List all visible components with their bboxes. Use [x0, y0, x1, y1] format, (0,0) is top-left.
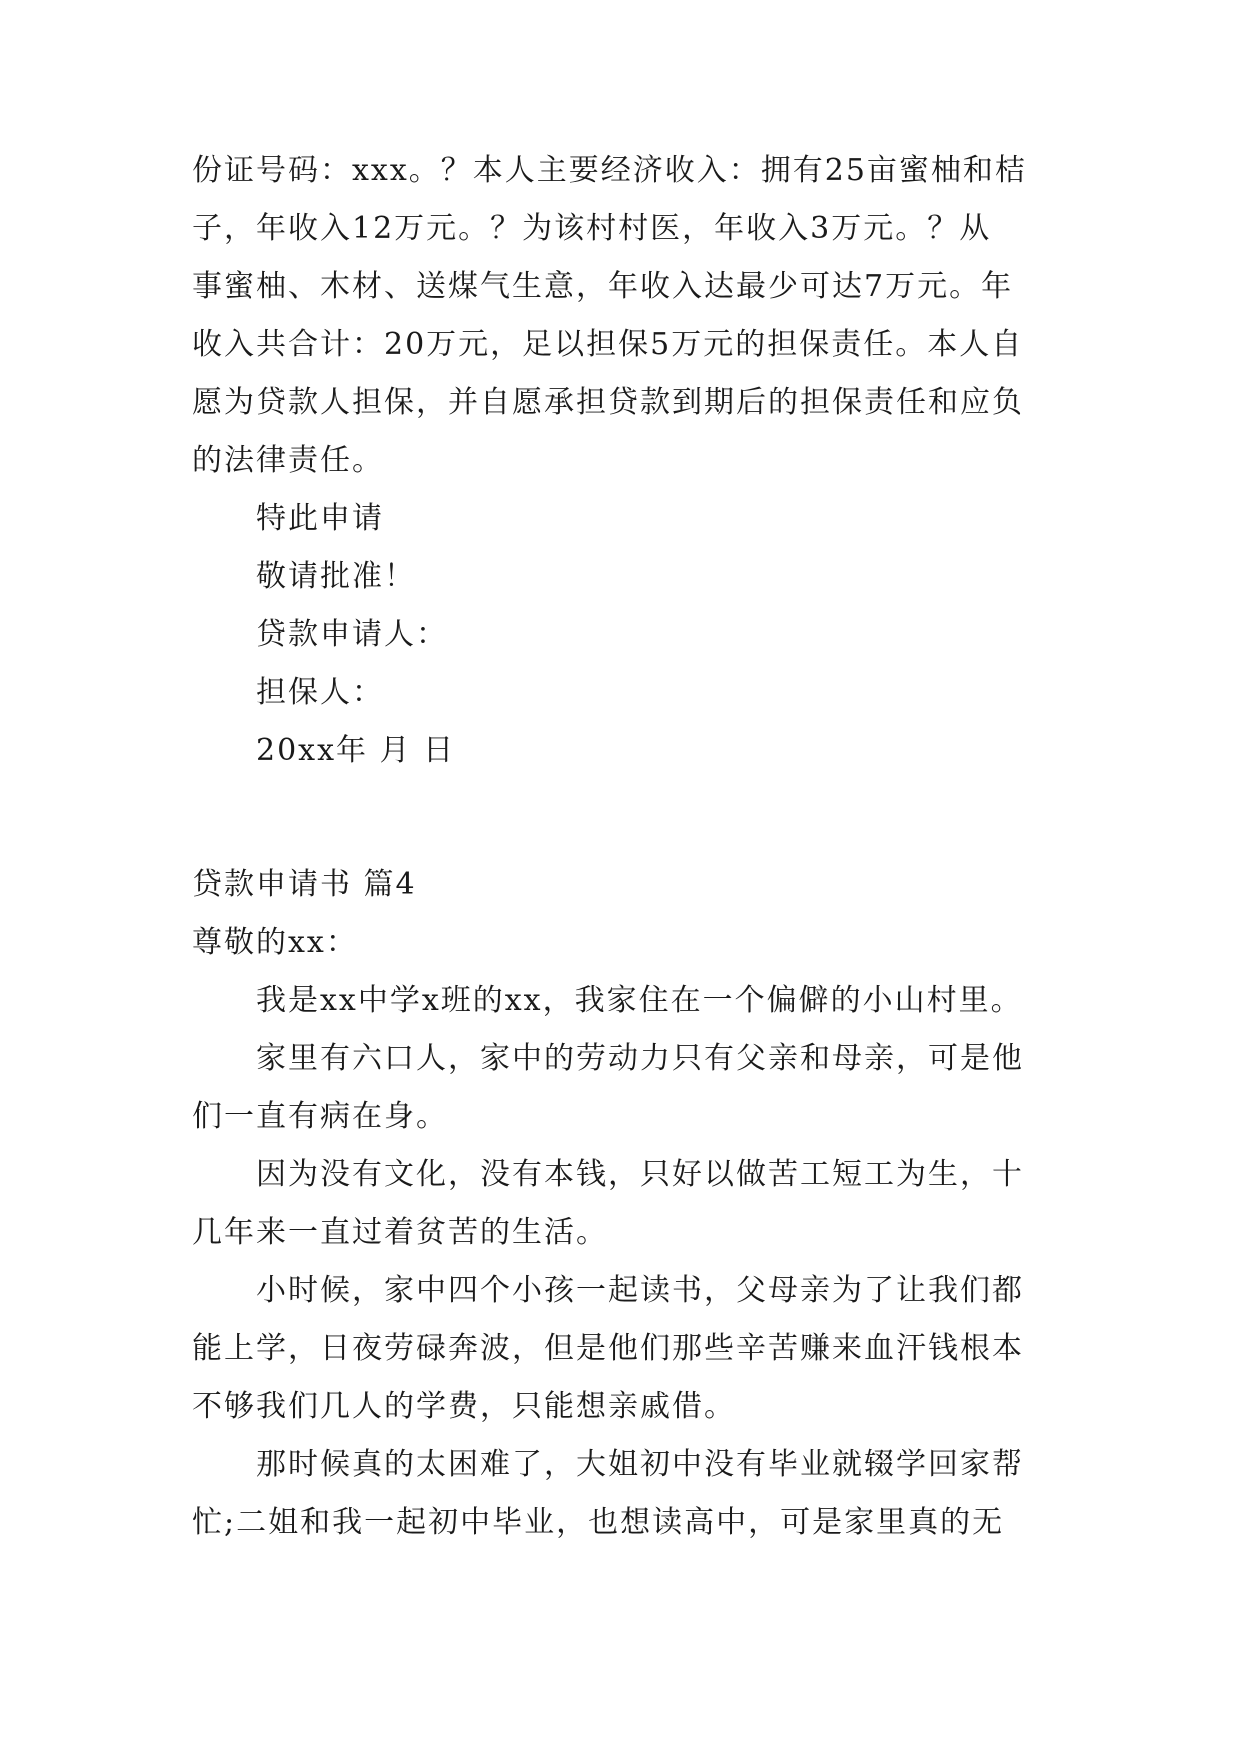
paragraph-line: 那时候真的太困难了，大姐初中没有毕业就辍学回家帮 — [256, 1447, 1024, 1482]
paragraph-line: 几年来一直过着贫苦的生活。 — [192, 1215, 608, 1250]
section-heading — [192, 856, 1052, 972]
paragraph-line: 忙;二姐和我一起初中毕业，也想读高中，可是家里真的无 — [192, 1505, 1005, 1540]
paragraph-line: 我是xx中学x班的xx，我家住在一个偏僻的小山村里。 — [256, 983, 1023, 1018]
paragraph-line: 们一直有病在身。 — [192, 1099, 448, 1134]
paragraph-line: 事蜜柚、木材、送煤气生意，年收入达最少可达7万元。年 — [192, 269, 1014, 304]
section-title: 贷款申请书 篇4 — [192, 867, 417, 902]
paragraph-line: 能上学，日夜劳碌奔波，但是他们那些辛苦赚来血汗钱根本 — [192, 1331, 1024, 1366]
guarantor-signature-label: 担保人： — [256, 675, 384, 710]
paragraph-line: 份证号码：xxx。？本人主要经济收入：拥有25亩蜜柚和桔 — [192, 153, 1027, 188]
date-line: 20xx年 月 日 — [256, 733, 456, 768]
paragraph-line: 子，年收入12万元。？为该村村医，年收入3万元。？从 — [192, 211, 992, 246]
applicant-signature-label: 贷款申请人： — [256, 617, 448, 652]
paragraph-line: 愿为贷款人担保，并自愿承担贷款到期后的担保责任和应负 — [192, 385, 1024, 420]
closing-block — [192, 490, 1052, 780]
paragraph-line: 小时候，家中四个小孩一起读书，父母亲为了让我们都 — [256, 1273, 1024, 1308]
closing-request: 特此申请 — [256, 501, 384, 536]
letter-body — [192, 972, 1052, 1552]
salutation: 尊敬的xx： — [192, 925, 358, 960]
paragraph-line: 家里有六口人，家中的劳动力只有父亲和母亲，可是他 — [256, 1041, 1024, 1076]
guarantee-paragraph — [192, 142, 1052, 490]
closing-approval: 敬请批准！ — [256, 559, 416, 594]
paragraph-line: 不够我们几人的学费，只能想亲戚借。 — [192, 1389, 736, 1424]
paragraph-line: 的法律责任。 — [192, 443, 384, 478]
paragraph-line: 因为没有文化，没有本钱，只好以做苦工短工为生，十 — [256, 1157, 1024, 1192]
paragraph-line: 收入共合计：20万元，足以担保5万元的担保责任。本人自 — [192, 327, 1024, 362]
